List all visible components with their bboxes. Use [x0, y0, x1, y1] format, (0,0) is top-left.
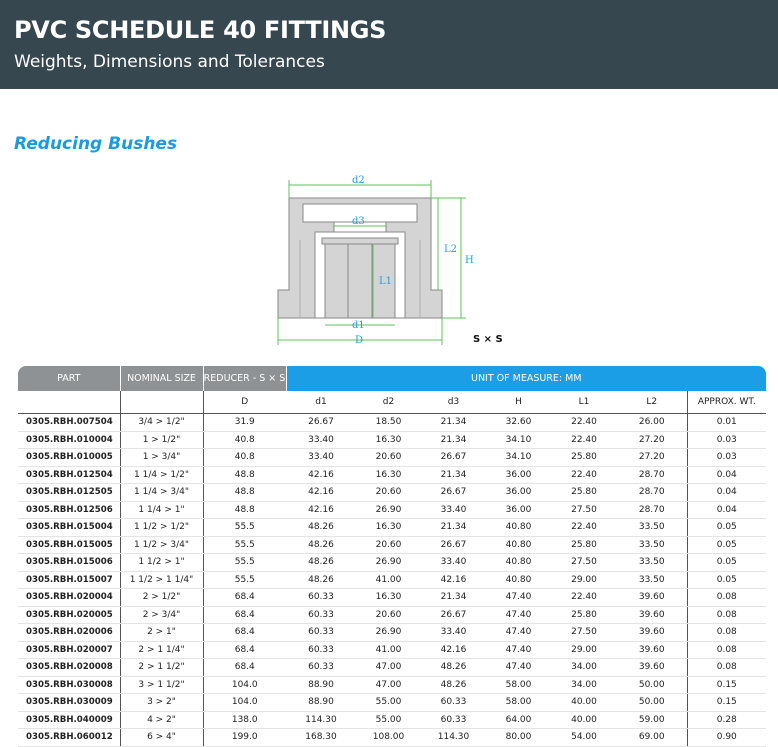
cell-L2: 39.60 [617, 659, 687, 677]
cell-d1: 42.16 [286, 466, 356, 484]
cell-d1: 88.90 [286, 676, 356, 694]
cell-d1: 33.40 [286, 431, 356, 449]
cell-d1: 26.67 [286, 414, 356, 432]
header-part: PART [18, 366, 120, 391]
cell-part: 0305.RBH.030009 [18, 694, 120, 712]
cell-d1: 48.26 [286, 519, 356, 537]
cell-L2: 33.50 [617, 571, 687, 589]
cell-nominal-size: 1 1/2 > 1" [120, 554, 203, 572]
table-row [18, 589, 766, 607]
cell-d3: 33.40 [421, 501, 486, 519]
cell-d3: 21.34 [421, 466, 486, 484]
table-row [18, 606, 766, 624]
cell-L1: 22.40 [551, 414, 617, 432]
cell-d2: 47.00 [356, 676, 421, 694]
cell-d1: 48.26 [286, 536, 356, 554]
column-header-d1: d1 [286, 391, 356, 414]
cell-nominal-size: 2 > 1/2" [120, 589, 203, 607]
header-nominal-size: NOMINAL SIZE [120, 366, 203, 391]
cell-d1: 60.33 [286, 659, 356, 677]
cell-approx-wt: 0.03 [687, 449, 766, 467]
cell-H: 47.40 [486, 589, 551, 607]
cell-d2: 26.90 [356, 554, 421, 572]
cell-L2: 39.60 [617, 641, 687, 659]
cell-L2: 28.70 [617, 484, 687, 502]
H-label: H [465, 255, 474, 266]
table-row [18, 641, 766, 659]
cell-L1: 54.00 [551, 729, 617, 747]
cell-H: 47.40 [486, 624, 551, 642]
cell-part: 0305.RBH.015006 [18, 554, 120, 572]
cell-approx-wt: 0.05 [687, 554, 766, 572]
cell-d3: 21.34 [421, 589, 486, 607]
cell-L1: 25.80 [551, 606, 617, 624]
table-row [18, 501, 766, 519]
cell-d1: 60.33 [286, 641, 356, 659]
cell-d2: 41.00 [356, 571, 421, 589]
cell-L2: 28.70 [617, 466, 687, 484]
cell-nominal-size: 3 > 2" [120, 694, 203, 712]
table-row [18, 414, 766, 432]
cell-H: 36.00 [486, 466, 551, 484]
cell-L1: 27.50 [551, 554, 617, 572]
cell-L2: 39.60 [617, 624, 687, 642]
cell-nominal-size: 6 > 4" [120, 729, 203, 747]
cell-approx-wt: 0.04 [687, 466, 766, 484]
cell-H: 40.80 [486, 519, 551, 537]
cell-L2: 27.20 [617, 449, 687, 467]
table-row [18, 466, 766, 484]
cell-nominal-size: 3 > 1 1/2" [120, 676, 203, 694]
cell-L1: 34.00 [551, 676, 617, 694]
column-header-H: H [486, 391, 551, 414]
cell-D: 55.5 [203, 571, 286, 589]
cell-H: 58.00 [486, 676, 551, 694]
cell-d3: 26.67 [421, 449, 486, 467]
table-body [18, 414, 766, 747]
cell-nominal-size: 1 > 3/4" [120, 449, 203, 467]
cell-d1: 48.26 [286, 554, 356, 572]
cell-d1: 48.26 [286, 571, 356, 589]
dimensions-table [18, 366, 766, 747]
cell-approx-wt: 0.08 [687, 659, 766, 677]
L1-label: L1 [379, 276, 393, 287]
cell-d2: 26.90 [356, 624, 421, 642]
cell-D: 55.5 [203, 536, 286, 554]
cell-approx-wt: 0.28 [687, 711, 766, 729]
section-title: Reducing Bushes [14, 134, 178, 154]
cell-L1: 27.50 [551, 501, 617, 519]
cell-L2: 28.70 [617, 501, 687, 519]
cell-nominal-size: 1 1/2 > 1 1/4" [120, 571, 203, 589]
cell-d2: 20.60 [356, 606, 421, 624]
cell-d3: 48.26 [421, 676, 486, 694]
cell-H: 47.40 [486, 659, 551, 677]
cell-part: 0305.RBH.020005 [18, 606, 120, 624]
cell-d3: 21.34 [421, 431, 486, 449]
page-title: PVC SCHEDULE 40 FITTINGS [14, 16, 387, 44]
table-row [18, 659, 766, 677]
cell-nominal-size: 1 1/2 > 3/4" [120, 536, 203, 554]
cell-approx-wt: 0.05 [687, 536, 766, 554]
cell-d1: 42.16 [286, 484, 356, 502]
cell-d2: 26.90 [356, 501, 421, 519]
cell-D: 48.8 [203, 484, 286, 502]
table-row [18, 571, 766, 589]
cell-d2: 20.60 [356, 449, 421, 467]
cell-part: 0305.RBH.012504 [18, 466, 120, 484]
cell-nominal-size: 1 1/4 > 3/4" [120, 484, 203, 502]
cell-L1: 25.80 [551, 536, 617, 554]
cell-part: 0305.RBH.012506 [18, 501, 120, 519]
cell-d2: 16.30 [356, 589, 421, 607]
cell-d2: 16.30 [356, 519, 421, 537]
cell-L2: 50.00 [617, 694, 687, 712]
cell-d3: 42.16 [421, 641, 486, 659]
cell-part: 0305.RBH.020008 [18, 659, 120, 677]
joint-type-label: S × S [473, 334, 503, 345]
cell-approx-wt: 0.05 [687, 519, 766, 537]
L2-label: L2 [444, 244, 458, 255]
cell-L1: 22.40 [551, 466, 617, 484]
column-header-blank [18, 391, 120, 414]
cell-L2: 59.00 [617, 711, 687, 729]
cell-d3: 48.26 [421, 659, 486, 677]
cell-d3: 26.67 [421, 606, 486, 624]
cell-L2: 26.00 [617, 414, 687, 432]
table-row [18, 449, 766, 467]
cell-L2: 50.00 [617, 676, 687, 694]
cell-L1: 40.00 [551, 694, 617, 712]
table-row [18, 711, 766, 729]
cell-L1: 22.40 [551, 589, 617, 607]
cell-D: 31.9 [203, 414, 286, 432]
cell-d3: 33.40 [421, 554, 486, 572]
cell-part: 0305.RBH.040009 [18, 711, 120, 729]
cell-H: 64.00 [486, 711, 551, 729]
cell-d3: 60.33 [421, 694, 486, 712]
cell-d2: 55.00 [356, 694, 421, 712]
cell-nominal-size: 1 1/2 > 1/2" [120, 519, 203, 537]
cell-L2: 27.20 [617, 431, 687, 449]
cell-D: 199.0 [203, 729, 286, 747]
cell-d2: 18.50 [356, 414, 421, 432]
cell-L2: 33.50 [617, 519, 687, 537]
cell-part: 0305.RBH.012505 [18, 484, 120, 502]
cell-approx-wt: 0.04 [687, 501, 766, 519]
cell-approx-wt: 0.05 [687, 571, 766, 589]
cell-H: 32.60 [486, 414, 551, 432]
column-header-d2: d2 [356, 391, 421, 414]
cell-d2: 16.30 [356, 466, 421, 484]
cell-nominal-size: 3/4 > 1/2" [120, 414, 203, 432]
table-row [18, 554, 766, 572]
cell-d1: 33.40 [286, 449, 356, 467]
cell-H: 40.80 [486, 536, 551, 554]
cell-L1: 25.80 [551, 484, 617, 502]
D-label: D [355, 335, 364, 346]
cell-H: 36.00 [486, 484, 551, 502]
cell-approx-wt: 0.08 [687, 641, 766, 659]
cell-approx-wt: 0.15 [687, 676, 766, 694]
cell-nominal-size: 1 1/4 > 1/2" [120, 466, 203, 484]
cell-part: 0305.RBH.007504 [18, 414, 120, 432]
d2-label: d2 [352, 175, 365, 186]
table-row [18, 729, 766, 747]
cell-D: 55.5 [203, 554, 286, 572]
cell-H: 34.10 [486, 431, 551, 449]
cell-d3: 33.40 [421, 624, 486, 642]
column-header-L2: L2 [617, 391, 687, 414]
cell-L1: 22.40 [551, 431, 617, 449]
cell-d1: 60.33 [286, 624, 356, 642]
cell-L1: 29.00 [551, 641, 617, 659]
table-row [18, 484, 766, 502]
cell-nominal-size: 1 > 1/2" [120, 431, 203, 449]
cell-L1: 29.00 [551, 571, 617, 589]
cell-D: 138.0 [203, 711, 286, 729]
cell-d2: 20.60 [356, 536, 421, 554]
cell-D: 55.5 [203, 519, 286, 537]
cell-d2: 108.00 [356, 729, 421, 747]
cell-part: 0305.RBH.020004 [18, 589, 120, 607]
cell-d2: 20.60 [356, 484, 421, 502]
cell-H: 36.00 [486, 501, 551, 519]
cell-d2: 16.30 [356, 431, 421, 449]
table-row [18, 519, 766, 537]
column-header-d3: d3 [421, 391, 486, 414]
cell-L2: 39.60 [617, 589, 687, 607]
cell-part: 0305.RBH.015005 [18, 536, 120, 554]
cell-H: 80.00 [486, 729, 551, 747]
cell-L2: 33.50 [617, 536, 687, 554]
cell-d1: 60.33 [286, 589, 356, 607]
cell-d1: 88.90 [286, 694, 356, 712]
cell-approx-wt: 0.03 [687, 431, 766, 449]
cell-d1: 168.30 [286, 729, 356, 747]
cell-d2: 47.00 [356, 659, 421, 677]
cell-D: 40.8 [203, 431, 286, 449]
cell-d3: 26.67 [421, 484, 486, 502]
column-header-blank [120, 391, 203, 414]
cell-part: 0305.RBH.015004 [18, 519, 120, 537]
cell-approx-wt: 0.04 [687, 484, 766, 502]
cell-H: 40.80 [486, 571, 551, 589]
cell-part: 0305.RBH.060012 [18, 729, 120, 747]
d1-label: d1 [352, 320, 365, 331]
column-header-approx-wt: APPROX. WT. [687, 391, 766, 414]
d3-label: d3 [352, 216, 365, 227]
cell-approx-wt: 0.08 [687, 589, 766, 607]
cell-nominal-size: 4 > 2" [120, 711, 203, 729]
cell-H: 47.40 [486, 606, 551, 624]
cell-approx-wt: 0.08 [687, 624, 766, 642]
cell-d3: 21.34 [421, 519, 486, 537]
page-subtitle: Weights, Dimensions and Tolerances [14, 52, 325, 72]
cell-d3: 114.30 [421, 729, 486, 747]
cell-approx-wt: 0.08 [687, 606, 766, 624]
cell-d3: 42.16 [421, 571, 486, 589]
table-row [18, 624, 766, 642]
cell-d2: 41.00 [356, 641, 421, 659]
cell-D: 104.0 [203, 694, 286, 712]
cell-nominal-size: 2 > 1" [120, 624, 203, 642]
cell-D: 68.4 [203, 589, 286, 607]
cell-approx-wt: 0.90 [687, 729, 766, 747]
cell-part: 0305.RBH.010004 [18, 431, 120, 449]
cell-L1: 34.00 [551, 659, 617, 677]
cell-L1: 22.40 [551, 519, 617, 537]
cell-d3: 26.67 [421, 536, 486, 554]
cell-L1: 40.00 [551, 711, 617, 729]
cell-nominal-size: 2 > 1 1/4" [120, 641, 203, 659]
cell-H: 40.80 [486, 554, 551, 572]
cell-d1: 42.16 [286, 501, 356, 519]
cell-d2: 55.00 [356, 711, 421, 729]
column-header-D: D [203, 391, 286, 414]
cell-L1: 25.80 [551, 449, 617, 467]
cell-nominal-size: 1 1/4 > 1" [120, 501, 203, 519]
column-header-row [18, 391, 766, 414]
table-row [18, 536, 766, 554]
cell-D: 104.0 [203, 676, 286, 694]
cell-part: 0305.RBH.015007 [18, 571, 120, 589]
cell-L2: 33.50 [617, 554, 687, 572]
reducing-bush-diagram [0, 0, 778, 360]
cell-nominal-size: 2 > 1 1/2" [120, 659, 203, 677]
cell-d1: 60.33 [286, 606, 356, 624]
cell-H: 34.10 [486, 449, 551, 467]
cell-D: 48.8 [203, 466, 286, 484]
dimensions-table-wrap [18, 366, 766, 747]
cell-D: 40.8 [203, 449, 286, 467]
cell-D: 48.8 [203, 501, 286, 519]
header-reducer: REDUCER - S × S [203, 366, 286, 391]
cell-part: 0305.RBH.010005 [18, 449, 120, 467]
table-row [18, 676, 766, 694]
cell-D: 68.4 [203, 606, 286, 624]
cell-L2: 39.60 [617, 606, 687, 624]
cell-H: 47.40 [486, 641, 551, 659]
cell-approx-wt: 0.01 [687, 414, 766, 432]
cell-part: 0305.RBH.020007 [18, 641, 120, 659]
cell-L2: 69.00 [617, 729, 687, 747]
cell-D: 68.4 [203, 641, 286, 659]
table-row [18, 431, 766, 449]
cell-d1: 114.30 [286, 711, 356, 729]
header-unit-of-measure: UNIT OF MEASURE: MM [286, 366, 766, 391]
cell-D: 68.4 [203, 659, 286, 677]
cell-L1: 27.50 [551, 624, 617, 642]
cell-nominal-size: 2 > 3/4" [120, 606, 203, 624]
cell-part: 0305.RBH.020006 [18, 624, 120, 642]
cell-H: 58.00 [486, 694, 551, 712]
cell-d3: 60.33 [421, 711, 486, 729]
cell-approx-wt: 0.15 [687, 694, 766, 712]
cell-d3: 21.34 [421, 414, 486, 432]
cell-D: 68.4 [203, 624, 286, 642]
cell-part: 0305.RBH.030008 [18, 676, 120, 694]
column-header-L1: L1 [551, 391, 617, 414]
table-row [18, 694, 766, 712]
